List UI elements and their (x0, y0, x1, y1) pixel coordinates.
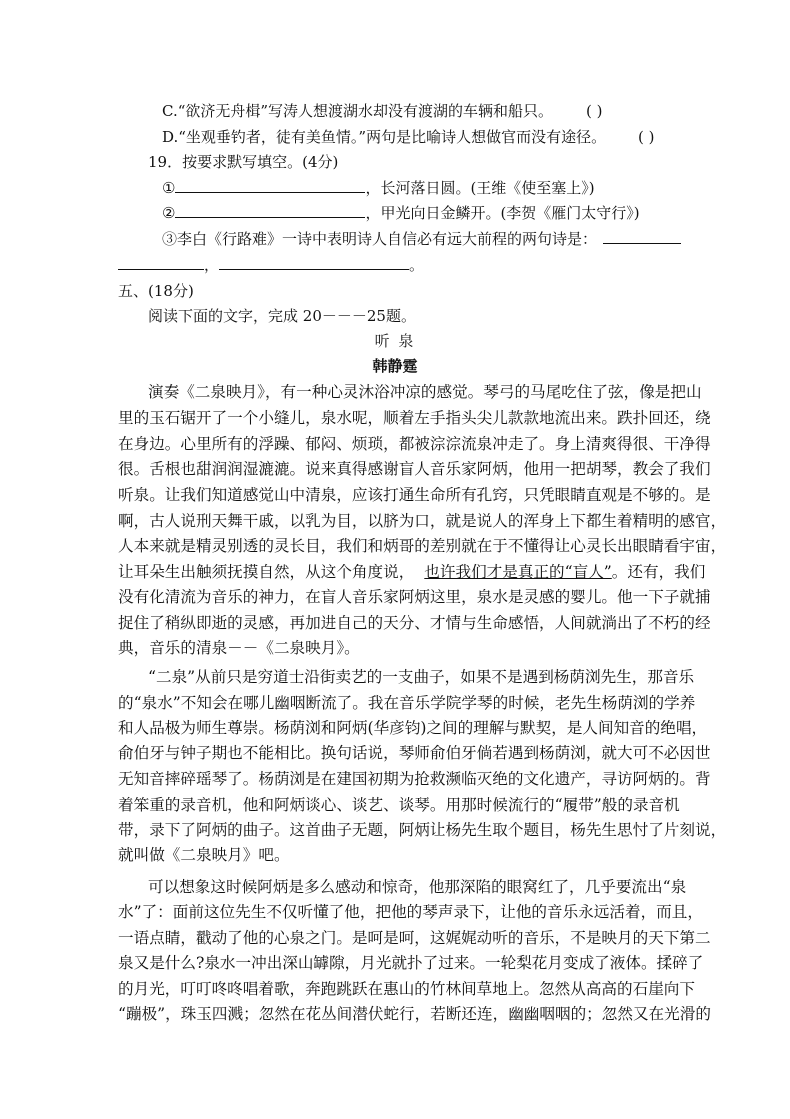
q19-title: 19．按要求默写填空。(4分) (148, 153, 339, 171)
q19-item2 (162, 203, 640, 223)
p2-line: 俞伯牙与钟子期也不能相比。换句话说，琴师俞伯牙倘若遇到杨荫浏，就大可不必因世 (118, 744, 711, 762)
p1-line8-part-b: 。还有，我们 (611, 563, 706, 581)
q19-item3-continued (118, 255, 424, 275)
p1-line: 在身边。心里所有的浮躁、郁闷、烦琐，都被淙淙流泉冲走了。身上清爽得很、干净得 (118, 435, 711, 453)
p3-line: 的月光，叮叮咚咚唱着歌，奔跑跳跃在惠山的竹林间草地上。忽然从高高的石崖向下 (118, 980, 695, 998)
p2-line: 着笨重的录音机，他和阿炳谈心、谈艺、谈琴。用那时候流行的“履带”般的录音机 (118, 796, 680, 814)
choice-c-text: C.“欲济无舟楫”写涛人想渡湖水却没有渡湖的车辆和船只。 (162, 102, 554, 120)
choice-d-answer-paren[interactable]: ( ) (638, 128, 655, 146)
q19-item3-end: 。 (409, 256, 425, 274)
q19-item3-blank-b[interactable] (118, 255, 204, 270)
choice-c-answer-paren[interactable]: ( ) (586, 102, 603, 120)
choice-d-text: D.“坐观垂钓者，徒有美鱼情。”两句是比喻诗人想做官而没有途径。 (162, 128, 607, 146)
q19-item3-comma: ， (204, 256, 220, 274)
p1-line: 里的玉石锯开了一个小缝儿，泉水呢，顺着左手指头尖儿款款地流出来。跌扑回还，绕 (118, 409, 711, 427)
q19-item3 (162, 229, 681, 249)
section5-heading: 五、(18分) (118, 282, 194, 300)
p1-line: 听泉。让我们知道感觉山中清泉，应该打通生命所有孔窍，只凭眼睛直观是不够的。是 (118, 486, 711, 504)
q19-item1-number: ① (162, 179, 176, 197)
q19-item2-number: ② (162, 204, 176, 222)
p2-line: 带，录下了阿炳的曲子。这首曲子无题，阿炳让杨先生取个题目，杨先生思忖了片刻说， (118, 821, 727, 839)
p1-line: 捉住了稍纵即逝的灵感，再加进自己的天分、才情与生命感悟，人间就淌出了不朽的经 (118, 614, 711, 632)
q19-item3-blank-c[interactable] (219, 255, 409, 270)
passage-author: 韩静霆 (372, 357, 418, 375)
p1-line8-part-a: 让耳朵生出触须抚摸自然，从这个角度说， (118, 563, 415, 581)
passage-title: 听 泉 (374, 332, 416, 350)
p3-line: 可以想象这时候阿炳是多么感动和惊奇，他那深陷的眼窝红了，几乎要流出“泉 (148, 878, 687, 896)
p1-line: 演奏《二泉映月》，有一种心灵沐浴冲凉的感觉。琴弓的马尾吃住了弦，像是把山 (148, 383, 702, 401)
p2-line: 无知音摔碎瑶琴了。杨荫浏是在建国初期为抢救濒临灭绝的文化遗产，寻访阿炳的。背 (118, 770, 711, 788)
q19-item1 (162, 178, 595, 198)
q19-item1-blank[interactable] (175, 178, 365, 193)
p2-line-last: 就叫做《二泉映月》吧。 (118, 846, 290, 864)
p2-line: 和人品极为师生尊崇。杨荫浏和阿炳(华彦钧)之间的理解与默契，是人间知音的绝唱， (118, 719, 708, 737)
p3-line: 一语点睛，戳动了他的心泉之门。是呵是呵，这娓娓动听的音乐，不是映月的天下第二 (118, 929, 711, 947)
p1-line-with-underline (118, 562, 706, 582)
p1-line: 啊，古人说刑天舞干戚，以乳为目，以脐为口，就是说人的浑身上下都生着精明的感官， (118, 512, 727, 530)
p3-line: “蹦极”，珠玉四溅；忽然在花丛间潜伏蛇行，若断还连，幽幽咽咽的；忽然又在光滑的 (118, 1005, 711, 1023)
q19-item2-blank[interactable] (175, 203, 365, 218)
underlined-sentence: 也许我们才是真正的“盲人” (424, 563, 612, 581)
p3-line: 泉又是什么?泉水一冲出深山罅隙，月光就扑了过来。一轮梨花月变成了液体。揉碎了 (118, 954, 704, 972)
q19-item3-text: ③李白《行路难》一诗中表明诗人自信必有远大前程的两句诗是： (162, 230, 598, 248)
p2-line: “二泉”从前只是穷道士沿街卖艺的一支曲子，如果不是遇到杨荫浏先生，那音乐 (148, 668, 695, 686)
p1-line: 人本来就是精灵别透的灵长目，我们和炳哥的差别就在于不懂得让心灵长出眼睛看宇宙， (118, 537, 727, 555)
q19-item2-text: ，甲光向日金鳞开。(李贺《雁门太守行》) (365, 204, 640, 222)
p2-line: 的“泉水”不知会在哪儿幽咽断流了。我在音乐学院学琴的时候，老先生杨荫浏的学养 (118, 694, 696, 712)
p1-line: 没有化清流为音乐的神力，在盲人音乐家阿炳这里，泉水是灵感的婴儿。他一下子就捕 (118, 588, 711, 606)
p1-line: 很。舌根也甜润润湿漉漉。说来真得感谢盲人音乐家阿炳，他用一把胡琴，教会了我们 (118, 460, 711, 478)
q19-item3-blank-a[interactable] (603, 229, 681, 244)
p3-line: 水”了：面前这位先生不仅听懂了他，把他的琴声录下，让他的音乐永远活着，而且， (118, 903, 703, 921)
q19-item1-text: ，长河落日圆。(王维《使至塞上》) (365, 179, 595, 197)
p1-line-last: 典，音乐的清泉－－《二泉映月》。 (118, 639, 360, 657)
section5-instruction: 阅读下面的文字，完成 20－－－25题。 (148, 307, 416, 325)
choice-c (162, 101, 603, 121)
choice-d (162, 127, 655, 147)
